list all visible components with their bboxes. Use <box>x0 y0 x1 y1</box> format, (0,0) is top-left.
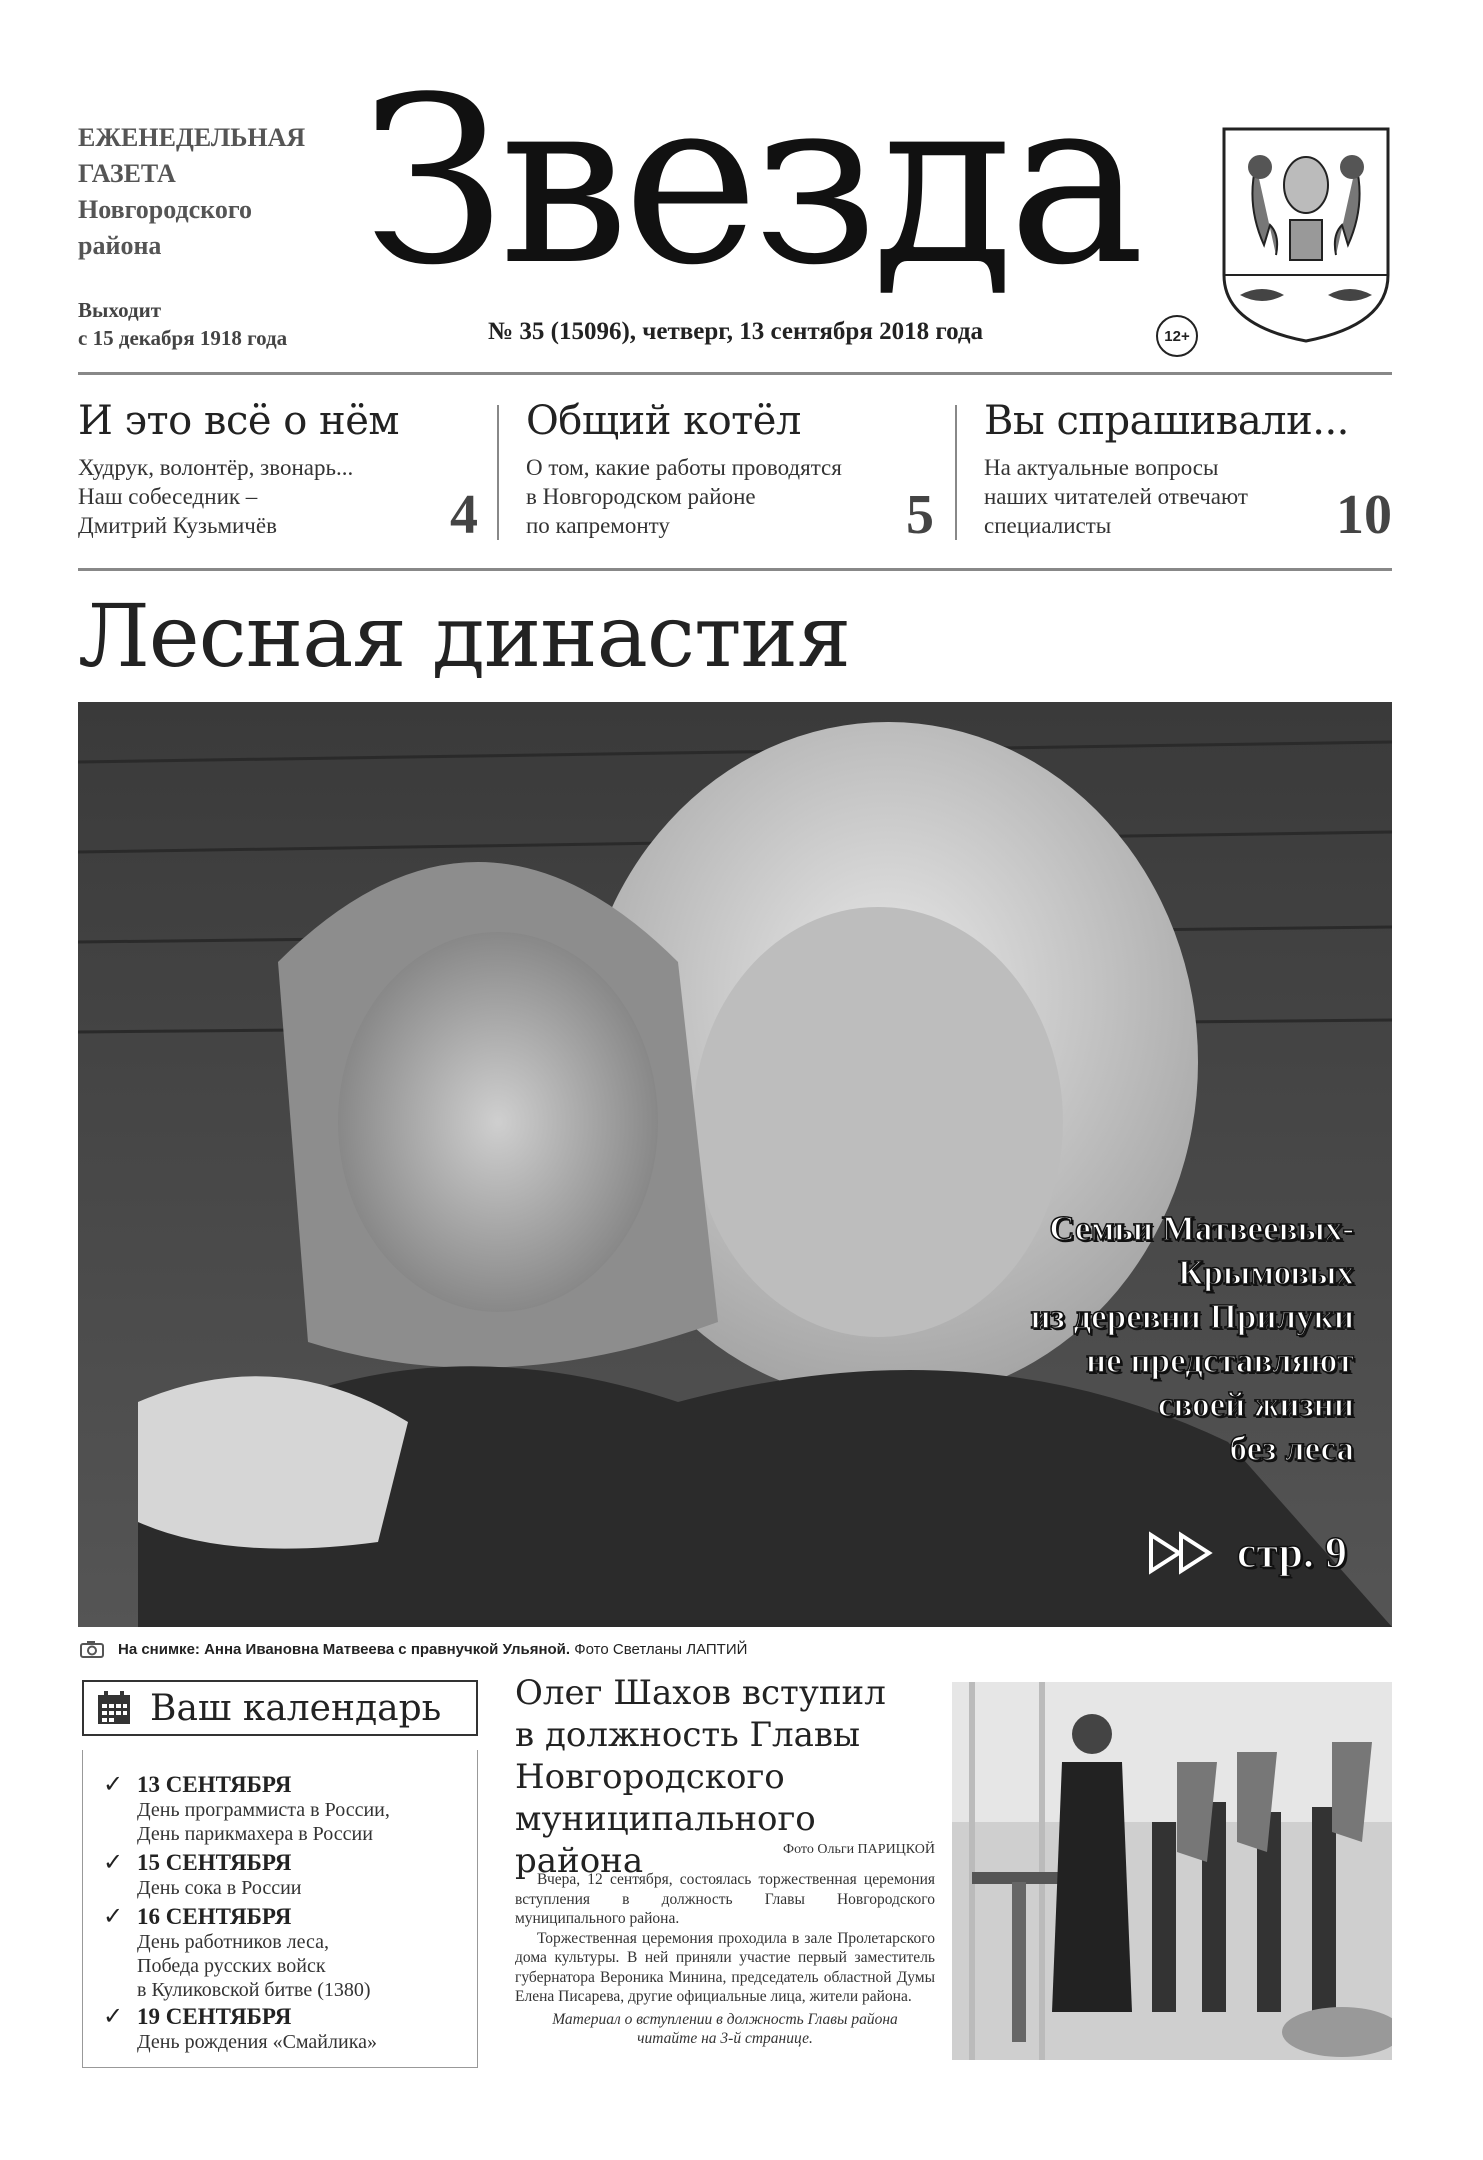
article-note-line: Материал о вступлении в должность Главы района <box>552 2010 898 2028</box>
calendar-event: Победа русских войск <box>137 1955 326 1977</box>
article-title-line: Новгородского <box>515 1757 785 1797</box>
overlay-line: Семьи Матвеевых- <box>1049 1209 1354 1248</box>
article-title-line: в должность Главы <box>515 1715 861 1755</box>
since-line: Выходит <box>78 298 162 322</box>
article-note <box>515 2010 935 2049</box>
article-photo <box>952 1682 1392 2060</box>
article-paragraph: Вчера, 12 сентября, состоялась торжественная церемония вступления в должность Главы Новгородского муниципального района. <box>515 1871 935 1927</box>
calendar-title: Ваш календарь <box>150 1687 442 1729</box>
teaser-page-number: 5 <box>906 484 934 546</box>
overlay-line: своей жизни <box>1157 1385 1354 1424</box>
teaser-line: О том, какие работы проводятся <box>526 455 842 480</box>
camera-icon <box>80 1640 104 1658</box>
divider <box>78 568 1392 571</box>
calendar-event: День работников леса, <box>137 1931 330 1953</box>
teaser-title: Общий котёл <box>526 398 801 444</box>
caption-label: На снимке: Анна Ивановна Матвеева с правнучкой Ульяной. <box>118 1640 571 1658</box>
masthead-tagline <box>78 120 358 264</box>
coat-of-arms-icon <box>1220 125 1392 345</box>
masthead-since <box>78 296 358 352</box>
article-photo-credit: Фото Ольги ПАРИЦКОЙ <box>783 1842 935 1857</box>
teaser-line: Наш собеседник – <box>78 484 258 509</box>
teaser-item[interactable] <box>984 395 1392 555</box>
tagline-line: ГАЗЕТА <box>78 159 176 188</box>
teaser-line: На актуальные вопросы <box>984 455 1219 480</box>
teaser-item[interactable] <box>526 395 934 555</box>
teaser-line: наших читателей отвечают <box>984 484 1248 509</box>
main-photo-image <box>78 702 1392 1627</box>
teaser-text <box>526 453 934 540</box>
calendar-header <box>82 1680 478 1736</box>
teaser-page-number: 4 <box>450 484 478 546</box>
calendar-event: День рождения «Смайлика» <box>137 2031 377 2053</box>
calendar-item <box>101 1772 390 1846</box>
tagline-line: района <box>78 231 162 260</box>
calendar-date: ✓ 15 СЕНТЯБРЯ <box>101 1850 301 1876</box>
article-title-line: муниципального района <box>515 1799 816 1881</box>
article-body <box>515 1870 935 2049</box>
photo-caption <box>80 1640 1280 1658</box>
article-note-line: читайте на 3-й странице. <box>637 2030 813 2047</box>
column-divider <box>955 405 957 540</box>
teaser-text <box>984 453 1392 540</box>
teaser-line: Дмитрий Кузьмичёв <box>78 513 277 538</box>
photo-overlay-caption <box>834 1207 1354 1471</box>
calendar-item <box>101 1850 301 1900</box>
tagline-line: ЕЖЕНЕДЕЛЬНАЯ <box>78 123 306 152</box>
teaser-page-number: 10 <box>1336 484 1392 546</box>
calendar-date: ✓ 19 СЕНТЯБРЯ <box>101 2004 377 2030</box>
caption-credit: Фото Светланы ЛАПТИЙ <box>574 1640 748 1658</box>
continue-link[interactable] <box>1147 1527 1347 1578</box>
calendar-date: ✓ 16 СЕНТЯБРЯ <box>101 1904 371 1930</box>
calendar-icon <box>96 1690 132 1726</box>
since-line: с 15 декабря 1918 года <box>78 326 288 350</box>
article-title-line: Олег Шахов вступил <box>515 1673 886 1713</box>
age-rating-badge: 12+ <box>1156 315 1198 357</box>
teaser-line: по капремонту <box>526 513 670 538</box>
calendar-event: День программиста в России, <box>137 1799 390 1821</box>
teaser-item[interactable] <box>78 395 478 555</box>
calendar-item <box>101 2004 377 2054</box>
calendar-list <box>82 1750 478 2068</box>
calendar-date: ✓ 13 СЕНТЯБРЯ <box>101 1772 390 1798</box>
divider <box>78 372 1392 375</box>
main-headline[interactable]: Лесная династия <box>78 587 851 687</box>
teaser-line: в Новгородском районе <box>526 484 756 509</box>
teaser-text <box>78 453 478 540</box>
teaser-title: И это всё о нём <box>78 398 399 444</box>
issue-line: № 35 (15096), четверг, 13 сентября 2018 года <box>488 318 983 345</box>
teaser-line: Худрук, волонтёр, звонарь... <box>78 455 354 480</box>
overlay-line: из деревни Прилуки <box>1030 1297 1354 1336</box>
newspaper-title[interactable]: Звезда <box>362 49 1140 316</box>
teaser-title: Вы спрашивали... <box>984 398 1349 444</box>
continue-page-label: стр. 9 <box>1236 1528 1347 1577</box>
article-photo-image <box>952 1682 1392 2060</box>
article-paragraph: Торжественная церемония проходила в зале Пролетарского дома культуры. В ней приняли участие первый заместитель губернатора Вероника Минина, председатель областной Думы Елена Писарева, другие официальные лица, жители района. <box>515 1929 935 2005</box>
overlay-line: не представляют <box>1085 1341 1354 1380</box>
calendar-item <box>101 1904 371 2002</box>
overlay-line: Крымовых <box>1178 1253 1354 1292</box>
calendar-event: в Куликовской битве (1380) <box>137 1979 371 2001</box>
main-photo <box>78 702 1392 1627</box>
overlay-line: без леса <box>1229 1429 1354 1468</box>
calendar-event: День парикмахера в России <box>137 1823 373 1845</box>
column-divider <box>497 405 499 540</box>
teaser-line: специалисты <box>984 513 1112 538</box>
tagline-line: Новгородского <box>78 195 252 224</box>
calendar-event: День сока в России <box>137 1877 302 1899</box>
fast-forward-icon <box>1147 1531 1217 1575</box>
